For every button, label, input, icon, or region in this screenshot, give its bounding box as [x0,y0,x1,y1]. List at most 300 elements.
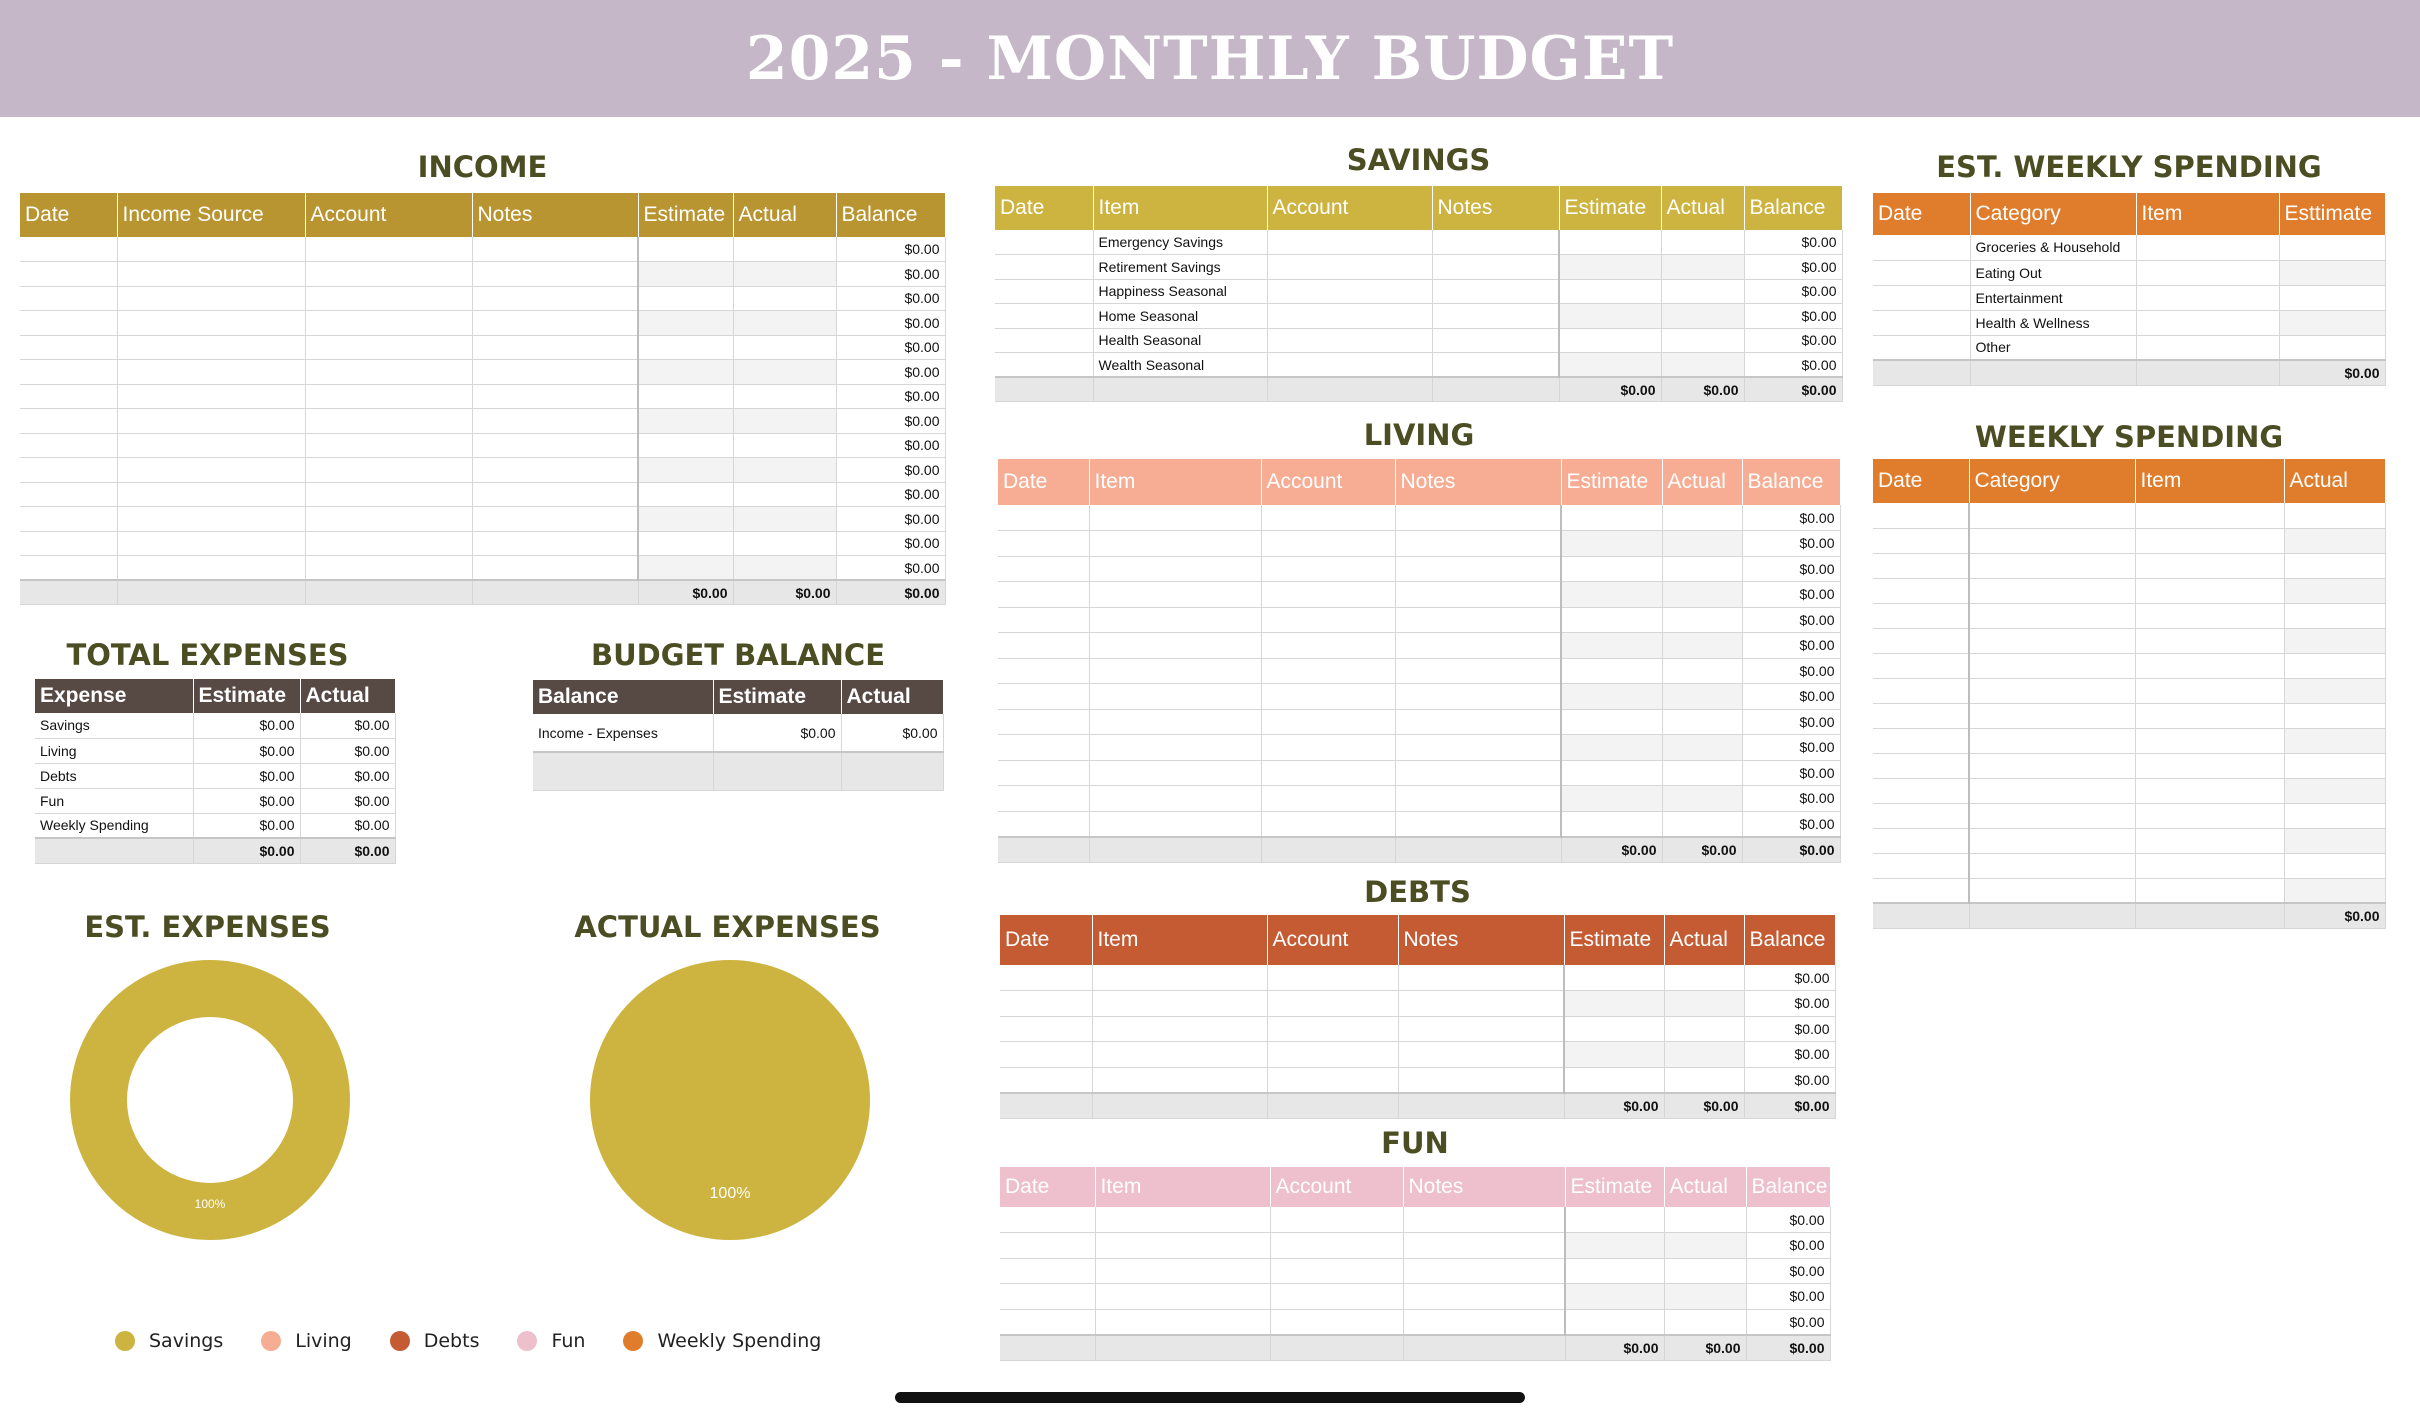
debts-cell[interactable] [1664,965,1744,991]
weekly-cell[interactable] [1969,603,2135,628]
income-cell[interactable] [117,262,305,287]
weekly-header-date[interactable]: Date [1873,459,1969,503]
debts-cell[interactable] [1000,1042,1092,1068]
living-cell[interactable] [1395,684,1561,710]
income-cell[interactable] [638,531,733,556]
weekly-cell[interactable] [1873,528,1969,553]
living-cell[interactable] [1261,735,1395,761]
living-cell[interactable] [1089,531,1261,557]
living-cell[interactable] [1561,531,1662,557]
living-cell[interactable] [1561,709,1662,735]
income-cell[interactable]: $0.00 [836,262,945,287]
total-expenses-cell[interactable]: $0.00 [193,788,300,813]
savings-cell[interactable] [1559,353,1661,378]
weekly-cell[interactable] [2284,803,2385,828]
income-cell[interactable] [20,262,117,287]
budget-balance-header-actual[interactable]: Actual [841,680,943,714]
living-cell[interactable]: $0.00 [1742,582,1840,608]
income-cell[interactable] [472,311,638,336]
weekly-cell[interactable] [1873,503,1969,528]
weekly-cell[interactable] [2135,828,2284,853]
income-cell[interactable]: $0.00 [836,458,945,483]
weekly-cell[interactable] [1969,753,2135,778]
income-cell[interactable] [117,556,305,581]
savings-cell[interactable]: $0.00 [1744,230,1842,255]
living-cell[interactable] [1089,684,1261,710]
income-cell[interactable] [472,556,638,581]
savings-cell[interactable] [995,304,1093,329]
savings-cell[interactable] [1267,304,1432,329]
weekly-cell[interactable] [2135,628,2284,653]
living-cell[interactable] [1561,786,1662,812]
debts-header-account[interactable]: Account [1267,915,1398,965]
fun-cell[interactable] [1270,1233,1403,1259]
weekly-cell[interactable] [2135,728,2284,753]
living-cell[interactable] [1561,556,1662,582]
living-cell[interactable] [998,811,1089,837]
income-cell[interactable] [117,507,305,532]
weekly-cell[interactable] [2284,753,2385,778]
income-cell[interactable]: $0.00 [836,531,945,556]
weekly-cell[interactable] [1969,828,2135,853]
income-cell[interactable] [733,556,836,581]
income-cell[interactable] [733,335,836,360]
living-cell[interactable] [1089,709,1261,735]
income-cell[interactable]: $0.00 [836,360,945,385]
income-cell[interactable] [638,262,733,287]
fun-cell[interactable] [1000,1258,1095,1284]
living-cell[interactable] [1395,531,1561,557]
weekly-cell[interactable] [1969,703,2135,728]
fun-cell[interactable] [1095,1309,1270,1335]
income-header-notes[interactable]: Notes [472,193,638,237]
income-cell[interactable] [472,507,638,532]
est-weekly-cell[interactable]: Eating Out [1970,260,2136,285]
living-cell[interactable] [1662,531,1742,557]
living-cell[interactable] [1395,607,1561,633]
income-cell[interactable] [20,409,117,434]
savings-cell[interactable]: Health Seasonal [1093,328,1267,353]
income-cell[interactable] [733,311,836,336]
savings-cell[interactable]: $0.00 [1744,328,1842,353]
income-cell[interactable] [638,482,733,507]
income-cell[interactable] [20,482,117,507]
fun-cell[interactable] [1565,1207,1664,1233]
debts-cell[interactable]: $0.00 [1744,991,1835,1017]
income-cell[interactable] [20,458,117,483]
savings-cell[interactable] [1559,255,1661,280]
savings-cell[interactable] [995,328,1093,353]
fun-cell[interactable]: $0.00 [1746,1233,1830,1259]
income-cell[interactable] [638,237,733,262]
total-expenses-cell[interactable]: $0.00 [300,813,395,838]
debts-cell[interactable] [1267,1016,1398,1042]
income-cell[interactable] [733,482,836,507]
living-cell[interactable] [1261,633,1395,659]
income-cell[interactable] [472,262,638,287]
living-cell[interactable]: $0.00 [1742,684,1840,710]
living-cell[interactable] [1089,505,1261,531]
weekly-cell[interactable] [2284,528,2385,553]
living-cell[interactable]: $0.00 [1742,786,1840,812]
income-cell[interactable] [638,507,733,532]
fun-cell[interactable] [1403,1309,1565,1335]
living-cell[interactable] [1662,505,1742,531]
living-cell[interactable] [998,531,1089,557]
legend-item-living[interactable] [261,1330,352,1352]
debts-header-date[interactable]: Date [1000,915,1092,965]
weekly-cell[interactable] [2284,578,2385,603]
weekly-cell[interactable] [2284,503,2385,528]
income-cell[interactable] [472,482,638,507]
weekly-cell[interactable] [2284,728,2385,753]
savings-cell[interactable] [1661,230,1744,255]
living-cell[interactable] [1662,786,1742,812]
living-cell[interactable] [1261,582,1395,608]
fun-cell[interactable]: $0.00 [1746,1284,1830,1310]
income-cell[interactable] [20,507,117,532]
living-cell[interactable] [998,709,1089,735]
living-cell[interactable] [1089,556,1261,582]
living-cell[interactable] [1089,633,1261,659]
income-cell[interactable] [20,360,117,385]
weekly-cell[interactable] [1873,628,1969,653]
weekly-header-actual[interactable]: Actual [2284,459,2385,503]
debts-header-notes[interactable]: Notes [1398,915,1564,965]
income-cell[interactable] [472,409,638,434]
income-cell[interactable]: $0.00 [836,556,945,581]
savings-cell[interactable] [1432,328,1559,353]
income-cell[interactable] [305,556,472,581]
living-cell[interactable] [1561,684,1662,710]
living-cell[interactable] [1561,607,1662,633]
debts-cell[interactable] [1000,991,1092,1017]
living-cell[interactable] [1261,531,1395,557]
weekly-cell[interactable] [2135,878,2284,903]
living-cell[interactable]: $0.00 [1742,505,1840,531]
est-weekly-cell[interactable] [1873,260,1970,285]
debts-cell[interactable] [1564,1067,1664,1093]
living-cell[interactable] [1395,505,1561,531]
debts-cell[interactable] [1664,1016,1744,1042]
living-cell[interactable] [1561,633,1662,659]
weekly-cell[interactable] [2135,778,2284,803]
debts-cell[interactable] [1092,1016,1267,1042]
weekly-cell[interactable] [1969,653,2135,678]
living-cell[interactable] [1261,607,1395,633]
savings-cell[interactable] [1559,304,1661,329]
debts-header-balance[interactable]: Balance [1744,915,1835,965]
living-cell[interactable] [1261,811,1395,837]
living-cell[interactable]: $0.00 [1742,811,1840,837]
income-cell[interactable] [638,556,733,581]
weekly-cell[interactable] [1969,803,2135,828]
income-cell[interactable] [117,384,305,409]
income-cell[interactable] [472,531,638,556]
est-weekly-cell[interactable] [1873,235,1970,260]
fun-cell[interactable] [1270,1309,1403,1335]
income-cell[interactable] [638,433,733,458]
weekly-cell[interactable] [1969,853,2135,878]
income-cell[interactable] [733,507,836,532]
income-cell[interactable] [638,335,733,360]
living-cell[interactable] [1561,582,1662,608]
income-cell[interactable] [20,556,117,581]
living-cell[interactable] [1261,760,1395,786]
total-expenses-cell[interactable]: Fun [35,788,193,813]
budget-balance-header-estimate[interactable]: Estimate [713,680,841,714]
living-header-date[interactable]: Date [998,459,1089,505]
debts-cell[interactable] [1092,1067,1267,1093]
savings-cell[interactable] [995,279,1093,304]
living-cell[interactable] [1395,735,1561,761]
debts-cell[interactable]: $0.00 [1744,1016,1835,1042]
total-expenses-cell[interactable]: $0.00 [300,738,395,763]
income-cell[interactable] [472,458,638,483]
weekly-cell[interactable] [2284,603,2385,628]
weekly-cell[interactable] [1873,778,1969,803]
living-cell[interactable] [1261,556,1395,582]
savings-header-account[interactable]: Account [1267,186,1432,230]
income-cell[interactable] [305,458,472,483]
living-cell[interactable] [1089,607,1261,633]
savings-cell[interactable] [1267,255,1432,280]
income-cell[interactable] [733,433,836,458]
living-cell[interactable] [998,684,1089,710]
living-cell[interactable] [1662,709,1742,735]
income-cell[interactable] [117,360,305,385]
fun-cell[interactable] [1270,1207,1403,1233]
fun-header-balance[interactable]: Balance [1746,1167,1830,1207]
income-cell[interactable] [305,409,472,434]
income-cell[interactable] [638,409,733,434]
living-cell[interactable]: $0.00 [1742,607,1840,633]
total-expenses-header-estimate[interactable]: Estimate [193,679,300,713]
savings-cell[interactable] [1661,328,1744,353]
fun-cell[interactable] [1664,1309,1746,1335]
debts-cell[interactable] [1092,965,1267,991]
living-cell[interactable] [1089,582,1261,608]
est-weekly-cell[interactable]: Other [1970,335,2136,360]
savings-cell[interactable]: Emergency Savings [1093,230,1267,255]
income-cell[interactable] [733,237,836,262]
debts-cell[interactable] [1267,965,1398,991]
weekly-cell[interactable] [2284,553,2385,578]
living-cell[interactable] [1662,684,1742,710]
income-cell[interactable] [117,482,305,507]
savings-cell[interactable]: $0.00 [1744,279,1842,304]
living-cell[interactable] [1261,684,1395,710]
living-cell[interactable] [998,658,1089,684]
fun-cell[interactable] [1403,1207,1565,1233]
weekly-cell[interactable] [2135,578,2284,603]
legend-item-debts[interactable] [390,1330,480,1352]
income-cell[interactable] [638,311,733,336]
weekly-cell[interactable] [1969,728,2135,753]
living-cell[interactable]: $0.00 [1742,760,1840,786]
fun-cell[interactable]: $0.00 [1746,1207,1830,1233]
total-expenses-cell[interactable]: Savings [35,713,193,738]
total-expenses-cell[interactable]: $0.00 [300,713,395,738]
income-header-actual[interactable]: Actual [733,193,836,237]
income-cell[interactable] [472,286,638,311]
living-cell[interactable] [1561,811,1662,837]
est-weekly-cell[interactable]: Groceries & Household [1970,235,2136,260]
legend-item-savings[interactable] [115,1330,223,1352]
living-cell[interactable] [998,556,1089,582]
weekly-cell[interactable] [1969,503,2135,528]
weekly-cell[interactable] [1873,728,1969,753]
income-cell[interactable]: $0.00 [836,335,945,360]
fun-cell[interactable] [1565,1284,1664,1310]
savings-header-estimate[interactable]: Estimate [1559,186,1661,230]
savings-header-item[interactable]: Item [1093,186,1267,230]
debts-cell[interactable] [1664,991,1744,1017]
living-cell[interactable] [1662,582,1742,608]
debts-cell[interactable] [1564,1042,1664,1068]
fun-cell[interactable] [1270,1284,1403,1310]
income-cell[interactable]: $0.00 [836,507,945,532]
savings-cell[interactable] [1267,328,1432,353]
debts-header-estimate[interactable]: Estimate [1564,915,1664,965]
weekly-cell[interactable] [2284,853,2385,878]
debts-header-item[interactable]: Item [1092,915,1267,965]
fun-cell[interactable] [1664,1207,1746,1233]
weekly-cell[interactable] [2284,778,2385,803]
fun-header-estimate[interactable]: Estimate [1565,1167,1664,1207]
living-cell[interactable] [998,582,1089,608]
weekly-cell[interactable] [2135,603,2284,628]
debts-cell[interactable] [1398,965,1564,991]
total-expenses-cell[interactable]: Debts [35,763,193,788]
total-expenses-header-actual[interactable]: Actual [300,679,395,713]
income-cell[interactable] [20,384,117,409]
savings-cell[interactable] [1661,279,1744,304]
savings-cell[interactable] [1661,304,1744,329]
weekly-header-category[interactable]: Category [1969,459,2135,503]
living-cell[interactable] [1662,658,1742,684]
total-expenses-cell[interactable]: Weekly Spending [35,813,193,838]
savings-cell[interactable] [1661,255,1744,280]
income-cell[interactable] [472,237,638,262]
fun-cell[interactable] [1565,1309,1664,1335]
income-cell[interactable]: $0.00 [836,384,945,409]
legend-item-fun[interactable] [517,1330,585,1352]
living-cell[interactable] [1662,760,1742,786]
fun-cell[interactable]: $0.00 [1746,1258,1830,1284]
weekly-cell[interactable] [1873,703,1969,728]
income-cell[interactable]: $0.00 [836,237,945,262]
weekly-cell[interactable] [2284,878,2385,903]
total-expenses-cell[interactable]: $0.00 [300,788,395,813]
fun-cell[interactable]: $0.00 [1746,1309,1830,1335]
living-header-notes[interactable]: Notes [1395,459,1561,505]
living-cell[interactable] [1261,505,1395,531]
debts-cell[interactable] [1664,1042,1744,1068]
fun-cell[interactable] [1095,1284,1270,1310]
savings-header-notes[interactable]: Notes [1432,186,1559,230]
est-weekly-cell[interactable] [2279,260,2385,285]
savings-cell[interactable]: Happiness Seasonal [1093,279,1267,304]
income-cell[interactable] [117,335,305,360]
total-expenses-cell[interactable]: $0.00 [193,813,300,838]
income-cell[interactable] [20,286,117,311]
income-cell[interactable] [638,458,733,483]
fun-cell[interactable] [1000,1207,1095,1233]
income-cell[interactable] [472,360,638,385]
living-cell[interactable] [1561,658,1662,684]
savings-cell[interactable] [995,230,1093,255]
income-cell[interactable] [117,311,305,336]
income-cell[interactable] [305,360,472,385]
weekly-cell[interactable] [2135,653,2284,678]
savings-cell[interactable] [1559,279,1661,304]
income-header-income-source[interactable]: Income Source [117,193,305,237]
living-cell[interactable] [1561,505,1662,531]
income-cell[interactable] [305,507,472,532]
debts-cell[interactable] [1000,1067,1092,1093]
savings-cell[interactable]: Retirement Savings [1093,255,1267,280]
fun-header-item[interactable]: Item [1095,1167,1270,1207]
weekly-cell[interactable] [1873,878,1969,903]
income-header-estimate[interactable]: Estimate [638,193,733,237]
est-weekly-header-date[interactable]: Date [1873,193,1970,235]
fun-header-notes[interactable]: Notes [1403,1167,1565,1207]
savings-cell[interactable] [1432,353,1559,378]
income-cell[interactable] [305,311,472,336]
income-cell[interactable] [638,384,733,409]
weekly-cell[interactable] [2284,828,2385,853]
living-cell[interactable] [998,607,1089,633]
living-header-actual[interactable]: Actual [1662,459,1742,505]
weekly-cell[interactable] [1969,678,2135,703]
living-cell[interactable] [1089,786,1261,812]
savings-cell[interactable]: $0.00 [1744,353,1842,378]
fun-cell[interactable] [1000,1284,1095,1310]
est-weekly-cell[interactable]: Entertainment [1970,285,2136,310]
income-cell[interactable] [733,286,836,311]
income-cell[interactable] [117,531,305,556]
budget-balance-cell[interactable]: $0.00 [713,714,841,752]
living-cell[interactable]: $0.00 [1742,658,1840,684]
weekly-cell[interactable] [1873,753,1969,778]
living-cell[interactable] [998,786,1089,812]
living-cell[interactable] [1395,556,1561,582]
savings-cell[interactable]: Wealth Seasonal [1093,353,1267,378]
savings-header-balance[interactable]: Balance [1744,186,1842,230]
income-cell[interactable] [638,286,733,311]
income-cell[interactable] [305,433,472,458]
income-cell[interactable] [305,482,472,507]
living-cell[interactable] [1089,811,1261,837]
weekly-cell[interactable] [2135,803,2284,828]
savings-cell[interactable] [995,353,1093,378]
savings-cell[interactable] [1432,230,1559,255]
est-weekly-header-category[interactable]: Category [1970,193,2136,235]
living-cell[interactable] [1561,735,1662,761]
living-cell[interactable] [1662,735,1742,761]
debts-cell[interactable] [1398,991,1564,1017]
fun-cell[interactable] [1270,1258,1403,1284]
est-weekly-cell[interactable] [1873,285,1970,310]
living-cell[interactable] [1395,811,1561,837]
living-cell[interactable]: $0.00 [1742,735,1840,761]
total-expenses-cell[interactable]: $0.00 [193,713,300,738]
weekly-cell[interactable] [2284,678,2385,703]
income-cell[interactable] [20,237,117,262]
debts-cell[interactable] [1564,991,1664,1017]
weekly-cell[interactable] [1873,803,1969,828]
